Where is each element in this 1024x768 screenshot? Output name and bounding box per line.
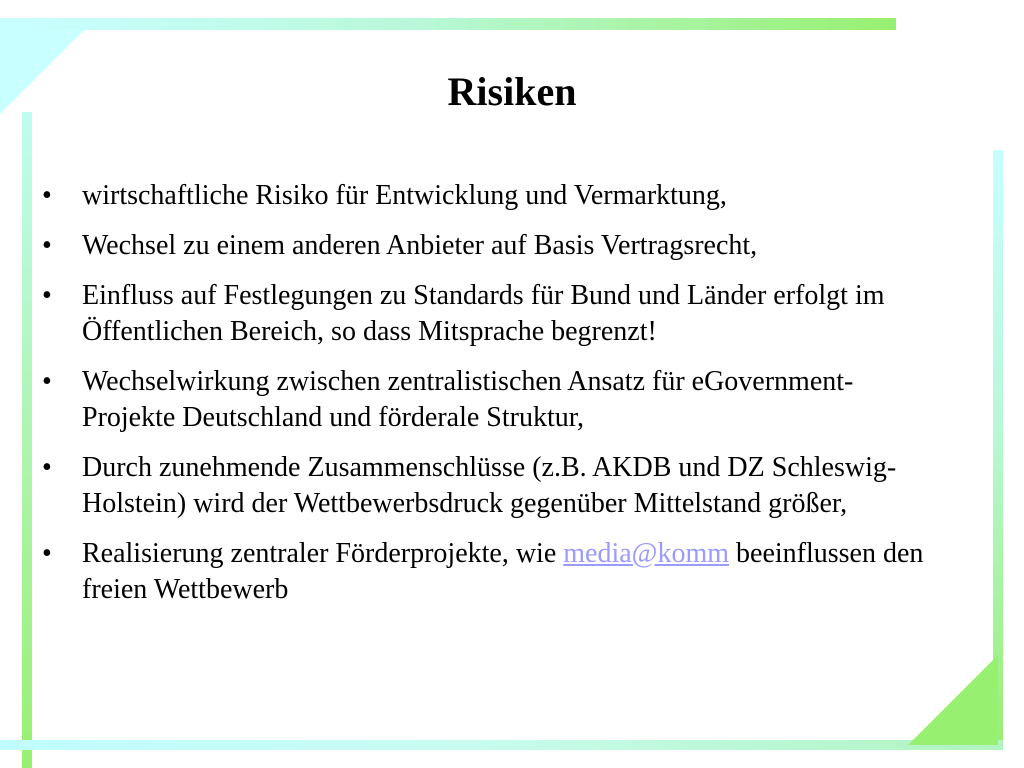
bullet-icon: •	[42, 180, 52, 211]
frame-bar-bottom	[0, 740, 1003, 750]
bullet-icon: •	[42, 538, 52, 569]
bullet-item	[42, 450, 942, 522]
slide-title: Risiken	[447, 69, 577, 114]
bullet-text: wirtschaftliche Risiko für Entwicklung und Vermarktung,	[82, 180, 727, 211]
bullet-item	[42, 536, 942, 608]
bullet-icon: •	[42, 280, 52, 311]
bullet-text-after-link: beeinflussen den freien Wettbewerb	[82, 538, 924, 605]
bullet-item	[42, 278, 942, 350]
bullet-icon: •	[42, 366, 52, 397]
frame-bar-left	[22, 112, 32, 768]
bullet-text: Einfluss auf Festlegungen zu Standards für Bund und Länder erfolgt im Öffentlichen Bereich, so dass Mitsprache begrenzt!	[82, 280, 885, 347]
bullet-text: Durch zunehmende Zusammenschlüsse (z.B. AKDB und DZ Schleswig-Holstein) wird der Wettbewerbsdruck gegenüber Mittelstand größer,	[82, 452, 897, 519]
media-komm-link[interactable]: media@komm	[563, 538, 730, 569]
bullet-icon: •	[42, 230, 52, 261]
bullet-text: Wechselwirkung zwischen zentralistischen Ansatz für eGovernment-Projekte Deutschland und förderale Struktur,	[82, 366, 854, 433]
bullet-item	[42, 178, 942, 214]
frame-bar-top	[30, 18, 896, 30]
bullet-list	[42, 178, 942, 622]
bullet-text	[82, 536, 942, 608]
bullet-icon: •	[42, 452, 52, 483]
bullet-item	[42, 228, 942, 264]
bullet-item	[42, 364, 942, 436]
bullet-text-before-link: Realisierung zentraler Förderprojekte, wie	[82, 538, 564, 569]
bullet-text: Wechsel zu einem anderen Anbieter auf Basis Vertragsrecht,	[82, 230, 758, 261]
frame-corner-bottom-right	[908, 655, 998, 745]
